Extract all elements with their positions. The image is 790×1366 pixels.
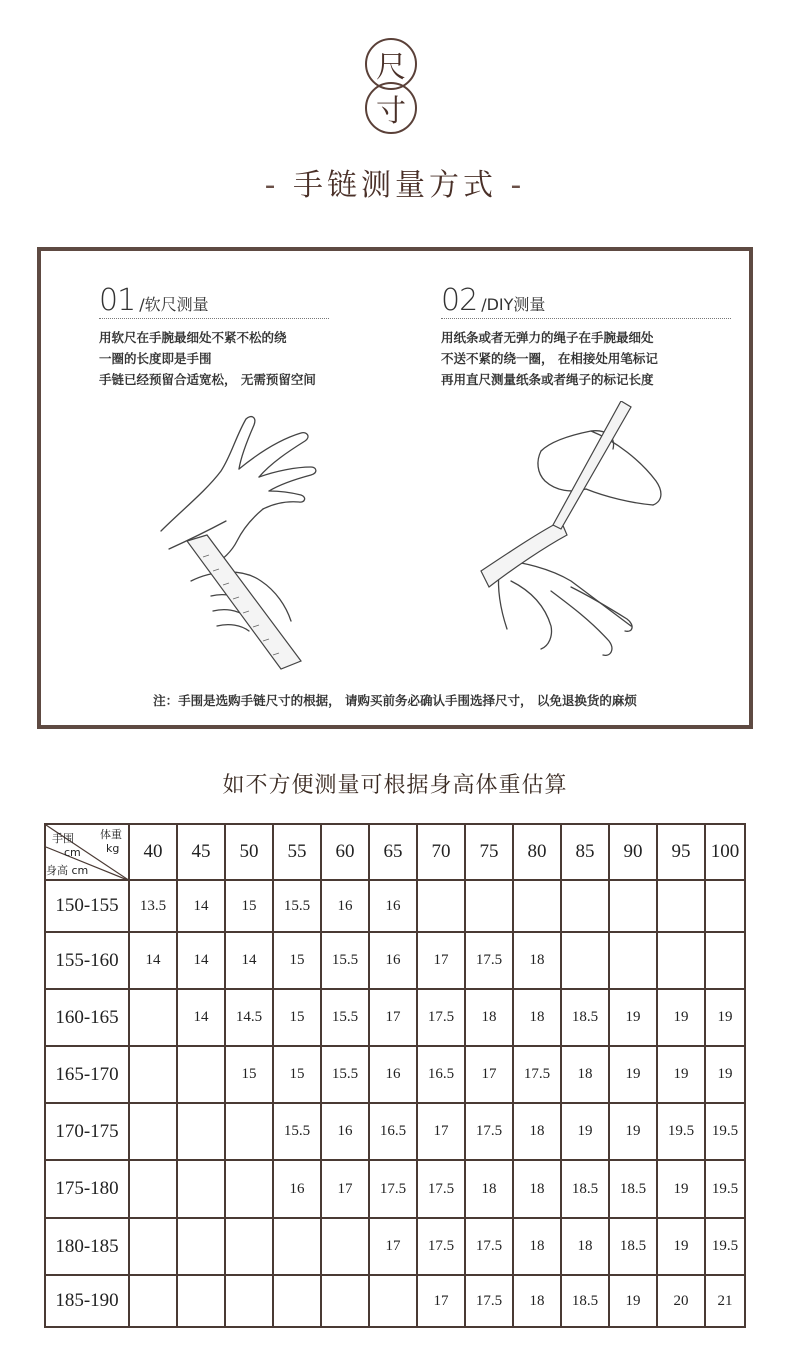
method-line: 用软尺在手腕最细处不紧不松的绕 — [99, 330, 287, 345]
table-row — [45, 1103, 745, 1160]
table-row — [45, 989, 745, 1046]
method-line: 再用直尺测量纸条或者绳子的标记长度 — [441, 372, 654, 387]
wrist-size-cell: 19 — [657, 1218, 705, 1275]
wrist-size-cell: 19 — [609, 1275, 657, 1327]
weight-header-cell: 100 — [705, 824, 745, 880]
wrist-size-cell: 15.5 — [273, 880, 321, 932]
wrist-size-cell — [561, 932, 609, 989]
height-range-cell: 185-190 — [45, 1275, 129, 1327]
wrist-size-cell — [177, 1046, 225, 1103]
weight-header-cell: 65 — [369, 824, 417, 880]
wrist-size-cell: 15 — [273, 989, 321, 1046]
wrist-size-cell: 19 — [705, 1046, 745, 1103]
corner-height-label: 身高 cm — [46, 864, 89, 877]
wrist-size-cell: 13.5 — [129, 880, 177, 932]
wrist-size-cell: 19 — [705, 989, 745, 1046]
wrist-size-cell: 16.5 — [417, 1046, 465, 1103]
method-name: /DIY测量 — [481, 295, 546, 314]
wrist-size-cell: 19 — [657, 989, 705, 1046]
method-line: 不送不紧的绕一圈， 在相接处用笔标记 — [441, 351, 658, 366]
wrist-size-cell: 15 — [273, 1046, 321, 1103]
wrist-size-cell: 17 — [369, 1218, 417, 1275]
method-description — [441, 327, 731, 390]
corner-weight-unit: kg — [106, 842, 120, 855]
seal-character-chi: 尺 — [365, 38, 417, 90]
wrist-size-cell: 19 — [609, 989, 657, 1046]
wrist-size-cell: 15.5 — [321, 932, 369, 989]
wrist-size-cell — [609, 932, 657, 989]
wrist-size-cell — [417, 880, 465, 932]
title-dash-left: - — [264, 168, 280, 203]
seal-character-cun: 寸 — [365, 82, 417, 134]
wrist-size-cell: 19 — [657, 1160, 705, 1218]
wrist-size-cell: 19.5 — [657, 1103, 705, 1160]
wrist-size-cell: 15.5 — [321, 989, 369, 1046]
wrist-size-cell: 17.5 — [513, 1046, 561, 1103]
measurement-methods-panel — [37, 247, 753, 729]
wrist-size-cell: 14 — [177, 932, 225, 989]
wrist-size-cell — [129, 1103, 177, 1160]
wrist-size-cell: 15.5 — [273, 1103, 321, 1160]
wrist-size-cell: 16 — [321, 880, 369, 932]
method-diy — [441, 283, 731, 390]
wrist-size-cell: 17 — [321, 1160, 369, 1218]
method-heading — [441, 283, 731, 319]
wrist-size-cell: 17.5 — [465, 932, 513, 989]
table-row — [45, 932, 745, 989]
wrist-size-cell — [225, 1160, 273, 1218]
method-description — [99, 327, 329, 390]
wrist-size-cell — [225, 1218, 273, 1275]
corner-wrist-label: 手围 — [52, 832, 74, 845]
wrist-size-cell — [177, 1103, 225, 1160]
weight-header-cell: 90 — [609, 824, 657, 880]
wrist-size-cell: 18.5 — [561, 989, 609, 1046]
wrist-size-cell — [129, 1046, 177, 1103]
height-range-cell: 170-175 — [45, 1103, 129, 1160]
height-range-cell: 150-155 — [45, 880, 129, 932]
wrist-size-cell: 17.5 — [465, 1275, 513, 1327]
weight-header-cell: 75 — [465, 824, 513, 880]
wrist-size-cell: 18 — [513, 1218, 561, 1275]
wrist-size-cell: 17 — [417, 1275, 465, 1327]
wrist-size-cell: 17.5 — [465, 1103, 513, 1160]
height-range-cell: 175-180 — [45, 1160, 129, 1218]
weight-header-cell: 95 — [657, 824, 705, 880]
wrist-size-cell: 15.5 — [321, 1046, 369, 1103]
sizing-note: 注：手围是选购手链尺寸的根据， 请购买前务必确认手围选择尺寸， 以免退换货的麻烦 — [153, 693, 637, 708]
wrist-size-cell — [225, 1275, 273, 1327]
wrist-size-cell: 17.5 — [417, 1218, 465, 1275]
wrist-size-cell: 15 — [273, 932, 321, 989]
wrist-size-cell — [273, 1275, 321, 1327]
method-line: 一圈的长度即是手围 — [99, 351, 212, 366]
method-soft-ruler — [99, 283, 329, 390]
wrist-size-cell — [609, 880, 657, 932]
wrist-size-cell — [225, 1103, 273, 1160]
wrist-size-cell — [465, 880, 513, 932]
wrist-size-cell: 18 — [561, 1218, 609, 1275]
wrist-size-cell: 17 — [465, 1046, 513, 1103]
height-range-cell: 160-165 — [45, 989, 129, 1046]
wrist-size-cell: 18 — [561, 1046, 609, 1103]
height-range-cell: 155-160 — [45, 932, 129, 989]
wrist-size-cell: 19.5 — [705, 1160, 745, 1218]
wrist-size-cell: 18 — [513, 1103, 561, 1160]
wrist-size-cell: 15 — [225, 1046, 273, 1103]
wrist-size-cell: 18.5 — [561, 1275, 609, 1327]
wrist-size-cell — [273, 1218, 321, 1275]
table-row — [45, 1218, 745, 1275]
wrist-size-cell: 16 — [321, 1103, 369, 1160]
wrist-size-cell: 18 — [513, 989, 561, 1046]
wrist-size-cell: 18 — [465, 989, 513, 1046]
table-row — [45, 1275, 745, 1327]
wrist-size-cell: 17.5 — [369, 1160, 417, 1218]
weight-header-cell: 70 — [417, 824, 465, 880]
wrist-size-cell — [513, 880, 561, 932]
wrist-size-cell: 16 — [273, 1160, 321, 1218]
wrist-size-cell: 21 — [705, 1275, 745, 1327]
wrist-size-cell — [177, 1160, 225, 1218]
wrist-size-cell: 16 — [369, 880, 417, 932]
wrist-size-cell: 18.5 — [561, 1160, 609, 1218]
weight-header-cell: 45 — [177, 824, 225, 880]
wrist-size-cell: 19 — [609, 1103, 657, 1160]
wrist-size-cell: 19.5 — [705, 1103, 745, 1160]
wrist-size-cell: 15 — [225, 880, 273, 932]
wrist-size-cell: 14 — [129, 932, 177, 989]
wrist-size-cell: 14 — [225, 932, 273, 989]
soft-ruler-hand-illustration — [151, 411, 351, 671]
title-text: 手链测量方式 — [293, 168, 497, 203]
wrist-size-cell: 17 — [369, 989, 417, 1046]
table-row — [45, 880, 745, 932]
wrist-size-cell: 17.5 — [417, 989, 465, 1046]
wrist-size-cell — [177, 1218, 225, 1275]
wrist-size-cell: 16.5 — [369, 1103, 417, 1160]
corner-wrist-unit: cm — [64, 846, 81, 859]
wrist-size-cell — [705, 932, 745, 989]
wrist-size-cell — [129, 1160, 177, 1218]
wrist-size-cell: 19 — [609, 1046, 657, 1103]
table-subtitle: 如不方便测量可根据身高体重估算 — [222, 773, 568, 798]
wrist-size-cell: 18 — [465, 1160, 513, 1218]
wrist-size-cell — [657, 880, 705, 932]
wrist-size-cell — [561, 880, 609, 932]
weight-header-cell: 50 — [225, 824, 273, 880]
wrist-size-cell: 18.5 — [609, 1218, 657, 1275]
wrist-size-cell: 19 — [561, 1103, 609, 1160]
method-number: 01 — [99, 283, 136, 318]
weight-header-cell: 60 — [321, 824, 369, 880]
wrist-size-cell — [321, 1218, 369, 1275]
height-range-cell: 180-185 — [45, 1218, 129, 1275]
wrist-size-cell — [129, 1218, 177, 1275]
wrist-size-cell: 17 — [417, 932, 465, 989]
wrist-size-cell — [369, 1275, 417, 1327]
table-header-row — [45, 824, 745, 880]
wrist-size-cell: 17.5 — [417, 1160, 465, 1218]
wrist-size-cell: 17.5 — [465, 1218, 513, 1275]
weight-header-cell: 55 — [273, 824, 321, 880]
weight-header-cell: 40 — [129, 824, 177, 880]
table-row — [45, 1046, 745, 1103]
title-dash-right: - — [510, 168, 526, 203]
wrist-size-cell: 16 — [369, 1046, 417, 1103]
wrist-size-cell — [705, 880, 745, 932]
wrist-size-cell: 19.5 — [705, 1218, 745, 1275]
wrist-size-cell — [321, 1275, 369, 1327]
wrist-size-cell: 18.5 — [609, 1160, 657, 1218]
height-range-cell: 165-170 — [45, 1046, 129, 1103]
wrist-size-cell — [129, 1275, 177, 1327]
wrist-size-cell: 18 — [513, 932, 561, 989]
size-estimation-table — [44, 823, 746, 1328]
wrist-size-cell: 18 — [513, 1275, 561, 1327]
weight-header-cell: 80 — [513, 824, 561, 880]
page-title — [0, 160, 790, 204]
wrist-size-cell: 14.5 — [225, 989, 273, 1046]
diy-strip-pen-illustration — [441, 401, 681, 671]
wrist-size-cell: 19 — [657, 1046, 705, 1103]
table-corner-cell — [45, 824, 129, 880]
method-line: 手链已经预留合适宽松， 无需预留空间 — [99, 372, 316, 387]
method-heading — [99, 283, 329, 319]
method-name: /软尺测量 — [139, 295, 209, 314]
wrist-size-cell — [177, 1275, 225, 1327]
wrist-size-cell — [657, 932, 705, 989]
method-line: 用纸条或者无弹力的绳子在手腕最细处 — [441, 330, 654, 345]
table-row — [45, 1160, 745, 1218]
weight-header-cell: 85 — [561, 824, 609, 880]
wrist-size-cell: 18 — [513, 1160, 561, 1218]
wrist-size-cell — [129, 989, 177, 1046]
wrist-size-cell: 14 — [177, 989, 225, 1046]
corner-weight-label: 体重 — [100, 828, 122, 841]
wrist-size-cell: 16 — [369, 932, 417, 989]
wrist-size-cell: 14 — [177, 880, 225, 932]
wrist-size-cell: 17 — [417, 1103, 465, 1160]
wrist-size-cell: 20 — [657, 1275, 705, 1327]
method-number: 02 — [441, 283, 478, 318]
